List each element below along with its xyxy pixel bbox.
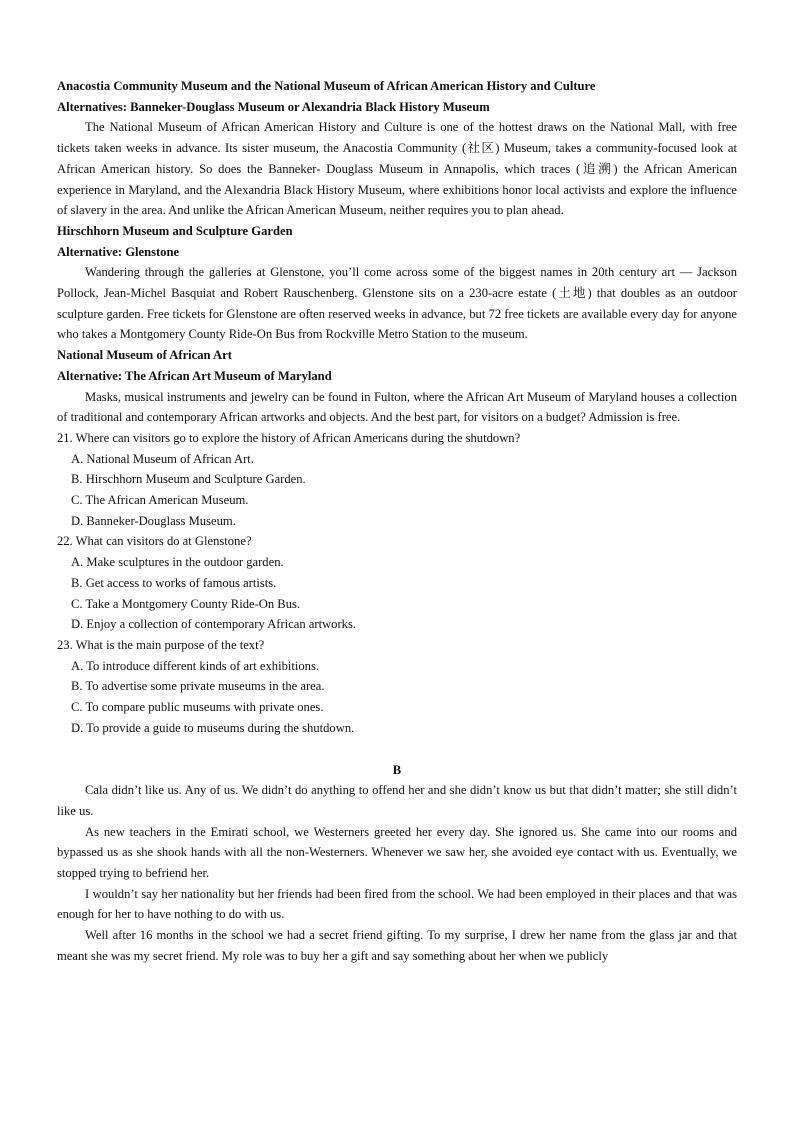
section-alternative: Alternative: The African Art Museum of Maryland (57, 368, 332, 383)
answer-option: B. Hirschhorn Museum and Sculpture Garden. (71, 472, 306, 487)
section-title: National Museum of African Art (57, 348, 232, 363)
question-stem: 21. Where can visitors go to explore the history of African Americans during the shutdown? (57, 430, 521, 445)
document-page (57, 76, 737, 967)
answer-option: D. Banneker-Douglass Museum. (71, 513, 236, 528)
section-african-art (57, 345, 737, 428)
passage-paragraph: Cala didn’t like us. Any of us. We didn’t do anything to offend her and she didn’t know us but that didn’t matter; she still didn’t like us. (57, 783, 737, 818)
answer-option: C. The African American Museum. (71, 493, 249, 508)
section-alternative: Alternative: Glenstone (57, 244, 180, 259)
section-paragraph: Wandering through the galleries at Glenstone, you’ll come across some of the biggest names in 20th century art — Jackson Pollock, Jean-Michel Basquiat and Robert Rauschenberg. Glenstone sits on a 230-acre estate (土地) that doubles as an outdoor sculpture garden. Free tickets for Glenstone are often reserved weeks in advance, but 72 free tickets are available every day for anyone who takes a Montgomery County Ride-On Bus from Rockville Metro Station to the museum. (57, 265, 737, 342)
section-paragraph: Masks, musical instruments and jewelry can be found in Fulton, where the African Art Museum of Maryland houses a collection of traditional and contemporary African artworks and objects. And the best part, for visitors on a budget? Admission is free. (57, 389, 737, 425)
passage-paragraph: I wouldn’t say her nationality but her friends had been fired from the school. We had been employed in their places and that was enough for her to have nothing to do with us. (57, 886, 737, 922)
section-title: Hirschhorn Museum and Sculpture Garden (57, 223, 293, 238)
section-paragraph: The National Museum of African American History and Culture is one of the hottest draws on the National Mall, with free tickets taken weeks in advance. Its sister museum, the Anacostia Community (社区) Museum, takes a community-focused look at African American history. So does the Banneker- Douglass Museum in Annapolis, which traces (追溯) the African American experience in Maryland, and the Alexandria Black History Museum, where exhibitions honor local activists and explore the influence of slavery in the area. And unlike the African American Museum, neither requires you to plan ahead. (57, 120, 737, 218)
question-22 (57, 531, 737, 635)
passage-paragraph: Well after 16 months in the school we had a secret friend gifting. To my surprise, I drew her name from the glass jar and that meant she was my secret friend. My role was to buy her a gift and say something about her when we publicly (57, 928, 737, 963)
question-21 (57, 428, 737, 532)
answer-option: B. Get access to works of famous artists. (71, 575, 277, 590)
section-alternative: Alternatives: Banneker-Douglass Museum or Alexandria Black History Museum (57, 99, 490, 114)
question-stem: 22. What can visitors do at Glenstone? (57, 534, 252, 549)
answer-option: D. To provide a guide to museums during the shutdown. (71, 720, 355, 735)
answer-option: A. Make sculptures in the outdoor garden. (71, 555, 284, 570)
answer-option: D. Enjoy a collection of contemporary African artworks. (71, 617, 357, 632)
section-anacostia (57, 76, 737, 221)
answer-option: C. Take a Montgomery County Ride-On Bus. (71, 596, 301, 611)
passage-paragraph: As new teachers in the Emirati school, we Westerners greeted her every day. She ignored us. She came into our rooms and bypassed us as she shook hands with all the non-Westerners. Whenever we saw her, she avoided eye contact with us. Eventually, we stopped trying to befriend her. (57, 824, 737, 881)
answer-option: A. National Museum of African Art. (71, 451, 254, 466)
passage-b-label: B (392, 762, 402, 777)
passage-b (57, 780, 737, 966)
question-23 (57, 635, 737, 739)
question-stem: 23. What is the main purpose of the text? (57, 637, 265, 652)
answer-option: B. To advertise some private museums in the area. (71, 679, 325, 694)
section-hirschhorn (57, 221, 737, 345)
section-title: Anacostia Community Museum and the National Museum of African American History and Culture (57, 79, 596, 93)
answer-option: C. To compare public museums with private ones. (71, 700, 324, 715)
answer-option: A. To introduce different kinds of art exhibitions. (71, 658, 320, 673)
